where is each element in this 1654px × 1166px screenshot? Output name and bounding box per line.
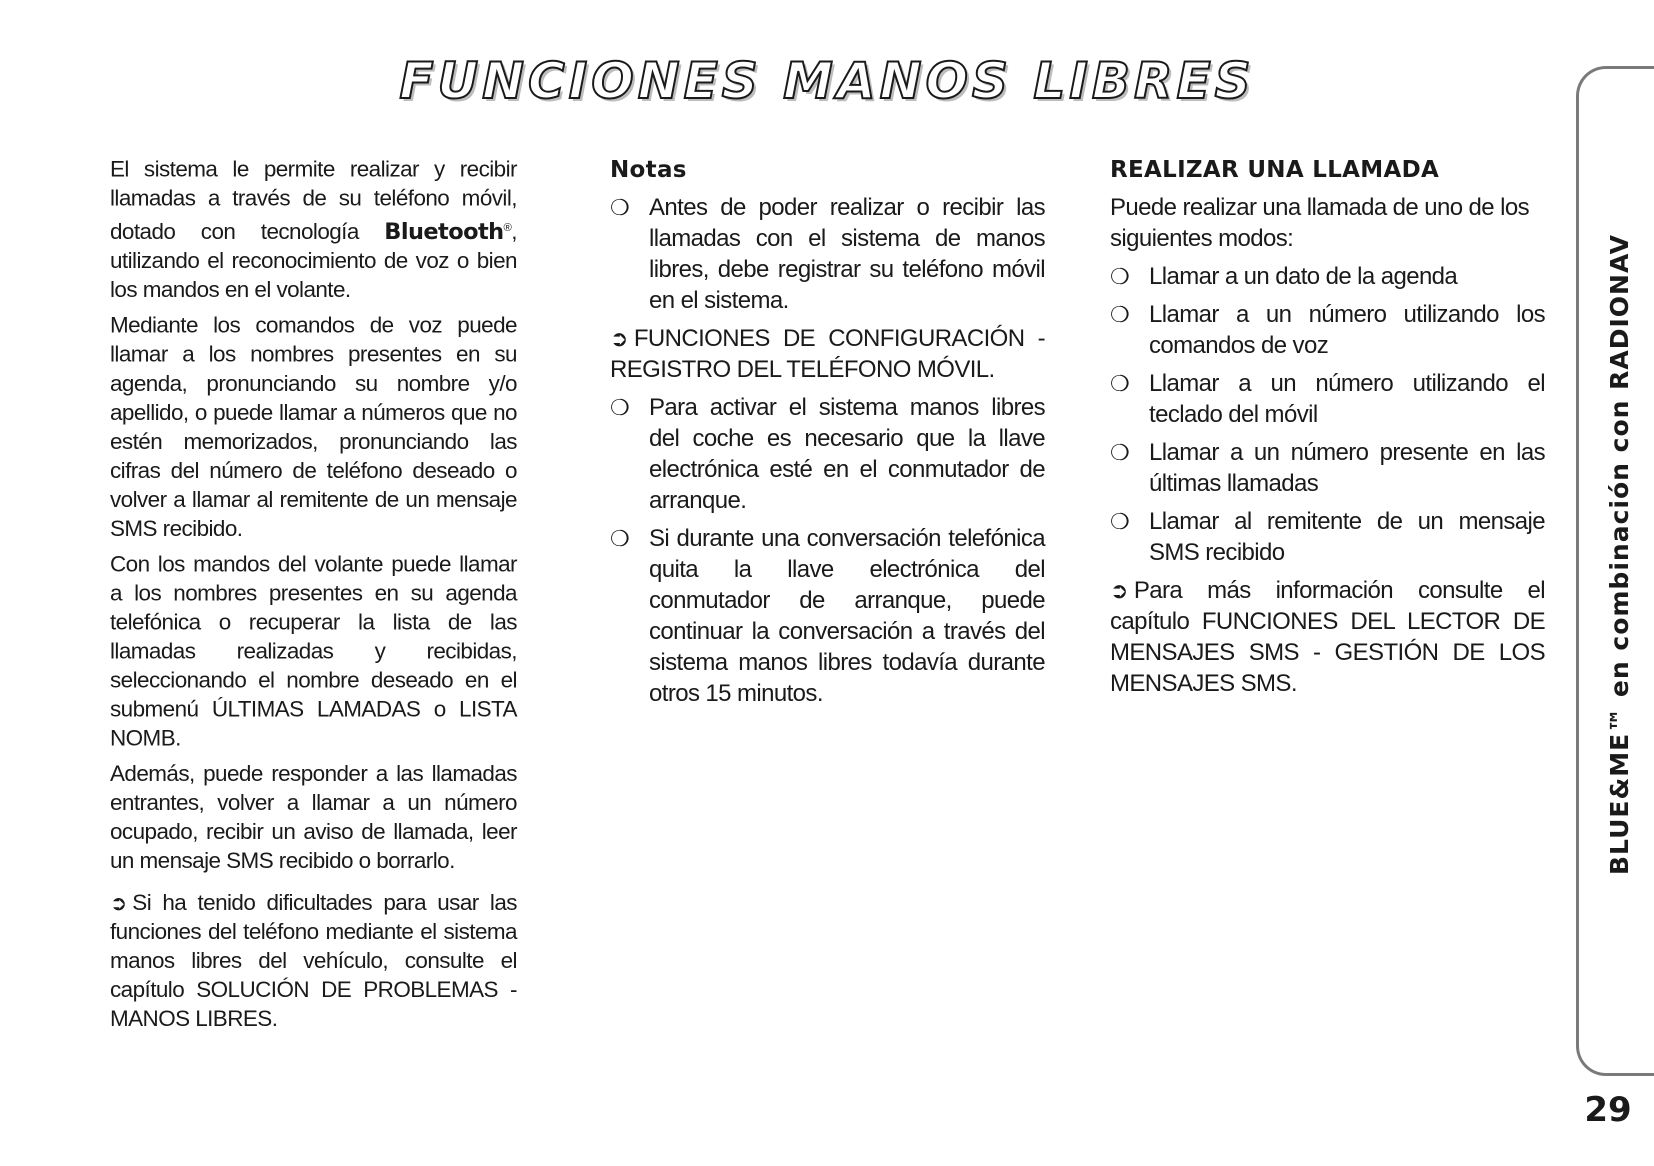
page-title: FUNCIONES MANOS LIBRES	[399, 52, 1255, 110]
list-item: ❍ Llamar a un número presente en las últimas llamadas	[1110, 439, 1545, 497]
make-call-heading: REALIZAR UNA LLAMADA	[1110, 157, 1440, 183]
column-left	[110, 155, 517, 1040]
circle-bullet-icon: ❍	[610, 395, 630, 420]
additional-functions-paragraph: Además, puede responder a las llamadas entrantes, volver a llamar a un número ocupado, recibir un aviso de llamada, leer un mensaje SMS recibido o borrarlo.	[110, 761, 517, 874]
list-item: ❍ Llamar a un número utilizando los comandos de voz	[1110, 301, 1545, 359]
list-item: ❍ Antes de poder realizar o recibir las llamadas con el sistema de manos libres, debe registrar su teléfono móvil en el sistema.	[610, 194, 1045, 314]
notes-heading: Notas	[610, 157, 687, 183]
circle-bullet-icon: ❍	[1110, 371, 1130, 396]
column-middle	[610, 155, 1045, 716]
column-right	[1110, 155, 1545, 706]
reference-arrow-icon: ➲	[110, 891, 127, 915]
steering-controls-paragraph: Con los mandos del volante puede llamar a los nombres presentes en su agenda telefónica o recuperar la lista de las llamadas realizadas y recibidas, seleccionando el nombre deseado en el submenú ÚLTIMAS LAMADAS o LISTA NOMB.	[110, 551, 517, 751]
list-item: ❍ Llamar a un dato de la agenda	[1110, 263, 1458, 290]
notes-list	[610, 192, 1045, 316]
make-call-intro: Puede realizar una llamada de uno de los siguientes modos:	[1110, 194, 1529, 252]
list-item: ❍ Llamar a un número utilizando el teclado del móvil	[1110, 370, 1545, 428]
registration-reference: ➲ FUNCIONES DE CONFIGURACIÓN - REGISTRO DEL TELÉFONO MÓVIL.	[610, 325, 1045, 383]
bluetooth-brand: Bluetooth	[384, 218, 504, 245]
circle-bullet-icon: ❍	[610, 195, 630, 220]
circle-bullet-icon: ❍	[1110, 440, 1130, 465]
intro-paragraph: El sistema le permite realizar y recibir llamadas a través de su teléfono móvil, dotado con tecnología Bluetooth®, utilizando el reconocimiento de voz o bien los mandos en el volante.	[110, 156, 517, 303]
reference-arrow-icon: ➲	[610, 326, 628, 351]
notes-list-continued	[610, 392, 1045, 709]
list-item: ❍ Para activar el sistema manos libres del coche es necesario que la llave electrónica esté en el conmutador de arranque.	[610, 394, 1045, 514]
circle-bullet-icon: ❍	[1110, 509, 1130, 534]
circle-bullet-icon: ❍	[610, 526, 630, 551]
circle-bullet-icon: ❍	[1110, 302, 1130, 327]
list-item: ❍ Llamar al remitente de un mensaje SMS recibido	[1110, 508, 1545, 566]
voice-commands-paragraph: Mediante los comandos de voz puede llamar a los nombres presentes en su agenda, pronunciando su nombre y/o apellido, o puede llamar a números que no estén memorizados, pronunciando las cifras del número de teléfono deseado o volver a llamar al remitente de un mensaje SMS recibido.	[110, 313, 517, 542]
reference-arrow-icon: ➲	[1110, 578, 1128, 603]
list-item: ❍ Si durante una conversación telefónica quita la llave electrónica del conmutador de arranque, puede continuar la conversación a través del sistema manos libres todavía durante otros 15 minutos.	[610, 525, 1045, 707]
troubleshooting-reference: ➲ Si ha tenido dificultades para usar las funciones del teléfono mediante el sistema manos libres del vehículo, consulte el capítulo SOLUCIÓN DE PROBLEMAS - MANOS LIBRES.	[110, 890, 517, 1032]
registered-mark: ®	[503, 220, 512, 234]
call-methods-list	[1110, 261, 1545, 568]
side-tab-label: BLUE&ME™ en combinación con RADIONAV	[1605, 234, 1634, 875]
sms-reference: ➲ Para más información consulte el capítulo FUNCIONES DEL LECTOR DE MENSAJES SMS - GESTIÓN DE LOS MENSAJES SMS.	[1110, 577, 1545, 697]
circle-bullet-icon: ❍	[1110, 264, 1130, 289]
page-number: 29	[1584, 1090, 1632, 1130]
